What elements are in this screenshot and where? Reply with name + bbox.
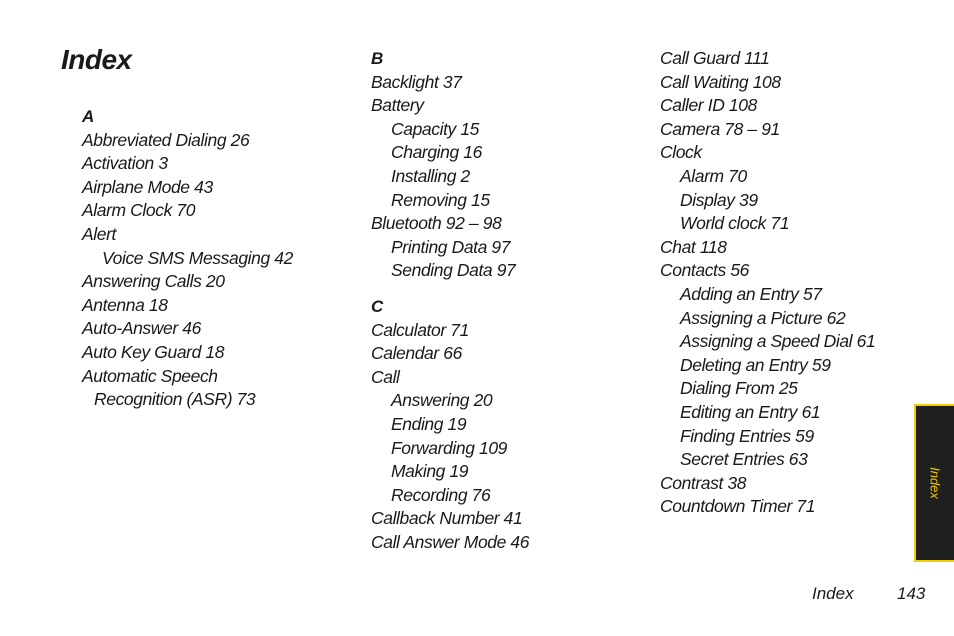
index-subentry: Removing 15 bbox=[391, 189, 490, 210]
index-entry: Automatic Speech bbox=[82, 365, 218, 386]
index-subentry: Assigning a Picture 62 bbox=[680, 307, 846, 328]
index-entry: Battery bbox=[371, 95, 424, 116]
index-entry: Clock bbox=[660, 142, 702, 163]
index-subentry: Finding Entries 59 bbox=[680, 425, 814, 446]
index-entry: Bluetooth 92 – 98 bbox=[371, 213, 502, 234]
page-number: 143 bbox=[897, 584, 926, 603]
index-subentry: Charging 16 bbox=[391, 142, 482, 163]
index-column-1 bbox=[82, 105, 362, 412]
index-entry: Antenna 18 bbox=[82, 294, 168, 315]
index-subentry: Secret Entries 63 bbox=[680, 449, 808, 470]
index-entry: Alert bbox=[82, 223, 116, 244]
section-gap bbox=[371, 283, 651, 295]
footer-section-label: Index bbox=[812, 584, 854, 603]
index-subentry: Voice SMS Messaging 42 bbox=[102, 247, 293, 268]
index-subentry: Answering 20 bbox=[391, 390, 493, 411]
section-letter: B bbox=[371, 49, 384, 68]
index-entry: Auto-Answer 46 bbox=[82, 318, 201, 339]
index-subentry: Deleting an Entry 59 bbox=[680, 354, 831, 375]
section-letter: C bbox=[371, 296, 384, 316]
index-subentry: Making 19 bbox=[391, 461, 469, 482]
index-subentry: Adding an Entry 57 bbox=[680, 283, 822, 304]
index-entry: Activation 3 bbox=[82, 153, 168, 174]
index-subentry: Forwarding 109 bbox=[391, 437, 507, 458]
index-column-3 bbox=[660, 47, 940, 519]
index-entry: Contacts 56 bbox=[660, 260, 749, 281]
index-entry: Airplane Mode 43 bbox=[82, 176, 213, 197]
section-letter: A bbox=[82, 107, 95, 126]
index-entry: Contrast 38 bbox=[660, 472, 747, 493]
index-entry: Camera 78 – 91 bbox=[660, 118, 780, 139]
index-subentry: Capacity 15 bbox=[391, 118, 480, 139]
index-entry: Call Answer Mode 46 bbox=[371, 531, 530, 552]
index-entry: Calendar 66 bbox=[371, 343, 462, 364]
index-entry: Alarm Clock 70 bbox=[82, 200, 196, 221]
index-entry: Answering Calls 20 bbox=[82, 271, 225, 292]
index-subentry: Sending Data 97 bbox=[391, 260, 516, 281]
index-entry: Countdown Timer 71 bbox=[660, 496, 816, 517]
index-entry: Call bbox=[371, 366, 400, 387]
index-entry: Callback Number 41 bbox=[371, 508, 523, 529]
index-column-2 bbox=[371, 47, 651, 554]
section-tab bbox=[914, 404, 954, 562]
index-subentry: Printing Data 97 bbox=[391, 236, 511, 257]
index-subentry: Assigning a Speed Dial 61 bbox=[680, 331, 876, 352]
index-subentry: Recording 76 bbox=[391, 484, 491, 505]
index-subentry: Editing an Entry 61 bbox=[680, 401, 821, 422]
index-entry: Abbreviated Dialing 26 bbox=[82, 129, 250, 150]
index-subentry: Display 39 bbox=[680, 189, 758, 210]
index-subentry: Dialing From 25 bbox=[680, 378, 798, 399]
index-entry: Calculator 71 bbox=[371, 319, 469, 340]
index-subentry: Installing 2 bbox=[391, 165, 470, 186]
index-entry: Call Waiting 108 bbox=[660, 71, 781, 92]
index-subentry: Ending 19 bbox=[391, 413, 467, 434]
index-entry: Chat 118 bbox=[660, 236, 727, 257]
index-entry: Call Guard 111 bbox=[660, 48, 770, 68]
section-tab-label: Index bbox=[927, 467, 943, 499]
index-subentry: Alarm 70 bbox=[680, 165, 747, 186]
index-entry: Backlight 37 bbox=[371, 71, 462, 92]
index-entry-continuation: Recognition (ASR) 73 bbox=[94, 389, 256, 410]
index-entry: Caller ID 108 bbox=[660, 95, 757, 116]
page-title: Index bbox=[61, 44, 132, 75]
index-subentry: World clock 71 bbox=[680, 213, 790, 234]
index-entry: Auto Key Guard 18 bbox=[82, 341, 225, 362]
